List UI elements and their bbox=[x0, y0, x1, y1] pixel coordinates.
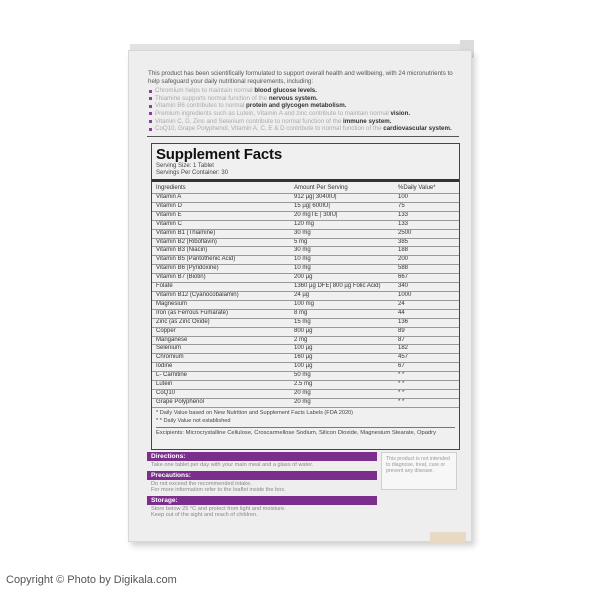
nutrient-name: Lutein bbox=[152, 381, 290, 390]
nutrient-daily-value: 67 bbox=[394, 363, 459, 372]
nutrient-amount: 20 mg bbox=[290, 398, 394, 407]
nutrient-amount: 10 mg bbox=[290, 256, 394, 265]
nutrient-name: Vitamin E bbox=[152, 211, 290, 220]
nutrient-amount: 1360 µg DFE| 800 µg Folic Acid) bbox=[290, 283, 394, 292]
nutrient-daily-value: 457 bbox=[394, 354, 459, 363]
nutrient-daily-value: 136 bbox=[394, 318, 459, 327]
disclaimer-box: This product is not intended to diagnose, treat, cure or prevent any disease. bbox=[381, 452, 457, 490]
nutrient-row bbox=[152, 345, 459, 354]
nutrient-row bbox=[152, 381, 459, 390]
nutrient-amount: 200 µg bbox=[290, 274, 394, 283]
nutrient-name: Vitamin B12 (Cyanocobalamin) bbox=[152, 291, 290, 300]
nutrient-amount: 160 µg bbox=[290, 354, 394, 363]
nutrient-row bbox=[152, 283, 459, 292]
nutrient-table bbox=[152, 184, 459, 408]
nutrient-daily-value: * * bbox=[394, 372, 459, 381]
nutrient-name: Vitamin D bbox=[152, 202, 290, 211]
nutrient-amount: 100 µg bbox=[290, 363, 394, 372]
nutrient-amount: 24 µg bbox=[290, 291, 394, 300]
nutrient-row bbox=[152, 247, 459, 256]
nutrient-row bbox=[152, 318, 459, 327]
nutrient-name: Vitamin C bbox=[152, 220, 290, 229]
benefit-item: CoQ10, Grape Polyphenol, Vitamin A, C, E & D contribute to normal function of the cardiovascular system. bbox=[148, 125, 458, 133]
nutrient-name: Vitamin B7 (Biotin) bbox=[152, 274, 290, 283]
nutrient-daily-value: 1000 bbox=[394, 291, 459, 300]
nutrient-daily-value: 200 bbox=[394, 256, 459, 265]
nutrient-amount: 15 mg bbox=[290, 318, 394, 327]
benefit-item: Vitamin C, D, Zinc and Selenium contribute to normal function of the immune system. bbox=[148, 118, 458, 126]
nutrient-amount: 30 mg bbox=[290, 247, 394, 256]
facts-title: Supplement Facts bbox=[156, 146, 282, 163]
nutrient-name: Iron (as Ferrous Fumarate) bbox=[152, 309, 290, 318]
nutrient-name: Iodine bbox=[152, 363, 290, 372]
benefit-list bbox=[148, 87, 458, 133]
nutrient-amount: 5 mg bbox=[290, 238, 394, 247]
divider bbox=[147, 136, 459, 137]
serving-size: Serving Size: 1 Tablet bbox=[156, 163, 214, 169]
column-header: %Daily Value* bbox=[394, 184, 459, 194]
nutrient-amount: 800 µg bbox=[290, 327, 394, 336]
table-header-row bbox=[152, 184, 459, 194]
nutrient-row bbox=[152, 265, 459, 274]
nutrient-daily-value: 188 bbox=[394, 247, 459, 256]
nutrient-name: Vitamin A bbox=[152, 194, 290, 203]
nutrient-row bbox=[152, 211, 459, 220]
nutrient-name: Selenium bbox=[152, 345, 290, 354]
nutrient-name: L- Carnitine bbox=[152, 372, 290, 381]
nutrient-name: Vitamin B1 (Thiamine) bbox=[152, 229, 290, 238]
benefit-item: Chromium helps to maintain normal blood glucose levels. bbox=[148, 87, 458, 95]
not-established-note: * * Daily Value not established bbox=[156, 418, 231, 425]
nutrient-daily-value: * * bbox=[394, 381, 459, 390]
benefit-item: Thiamine supports normal function of the nervous system. bbox=[148, 95, 458, 103]
box-bottom-tab bbox=[430, 532, 466, 544]
nutrient-row bbox=[152, 220, 459, 229]
nutrient-daily-value: * * bbox=[394, 389, 459, 398]
nutrient-daily-value: 588 bbox=[394, 265, 459, 274]
supplement-facts-panel bbox=[151, 143, 460, 450]
nutrient-daily-value: * * bbox=[394, 398, 459, 407]
column-header: Ingredients bbox=[152, 184, 290, 194]
intro-section bbox=[148, 70, 458, 133]
directions-text: Take one tablet per day with your main meal and a glass of water. bbox=[151, 462, 314, 468]
nutrient-amount: 120 mg bbox=[290, 220, 394, 229]
nutrient-amount: 10 mg bbox=[290, 265, 394, 274]
nutrient-row bbox=[152, 389, 459, 398]
nutrient-name: Manganese bbox=[152, 336, 290, 345]
nutrient-name: Magnesium bbox=[152, 300, 290, 309]
nutrient-name: Folate bbox=[152, 283, 290, 292]
usage-section bbox=[147, 452, 377, 521]
nutrient-daily-value: 89 bbox=[394, 327, 459, 336]
precautions-heading: Precautions: bbox=[147, 471, 377, 480]
nutrient-amount: 15 µg| 600IU| bbox=[290, 202, 394, 211]
storage-heading: Storage: bbox=[147, 496, 377, 505]
nutrient-row bbox=[152, 291, 459, 300]
nutrient-row bbox=[152, 256, 459, 265]
nutrient-daily-value: 44 bbox=[394, 309, 459, 318]
nutrient-row bbox=[152, 274, 459, 283]
benefit-item: Premium ingredients such as Lutein, Vitamin A and zinc contribute to maintain normal vision. bbox=[148, 110, 458, 118]
nutrient-row bbox=[152, 363, 459, 372]
nutrient-amount: 100 mg bbox=[290, 300, 394, 309]
nutrient-daily-value: 24 bbox=[394, 300, 459, 309]
nutrient-amount: 50 mg bbox=[290, 372, 394, 381]
storage-text: Store below 25 °C and protect from light and moisture. Keep out of the sight and reach of children. bbox=[151, 505, 286, 519]
nutrient-daily-value: 340 bbox=[394, 283, 459, 292]
nutrient-row bbox=[152, 194, 459, 203]
nutrient-row bbox=[152, 202, 459, 211]
nutrient-amount: 30 mg bbox=[290, 229, 394, 238]
nutrient-daily-value: 667 bbox=[394, 274, 459, 283]
nutrient-row bbox=[152, 398, 459, 407]
nutrient-daily-value: 75 bbox=[394, 202, 459, 211]
nutrient-name: Zinc (as Zinc Oxide) bbox=[152, 318, 290, 327]
precautions-text: Do not exceed the recommended intake. For more information refer to the leaflet inside the box. bbox=[151, 480, 286, 494]
nutrient-name: CoQ10 bbox=[152, 389, 290, 398]
nutrient-row bbox=[152, 300, 459, 309]
nutrient-amount: 912 µg| 3040IU| bbox=[290, 194, 394, 203]
column-header: Amount Per Serving bbox=[290, 184, 394, 194]
nutrient-row bbox=[152, 354, 459, 363]
nutrient-name: Copper bbox=[152, 327, 290, 336]
nutrient-daily-value: 133 bbox=[394, 220, 459, 229]
nutrient-amount: 2.5 mg bbox=[290, 381, 394, 390]
nutrient-daily-value: 100 bbox=[394, 194, 459, 203]
nutrient-daily-value: 385 bbox=[394, 238, 459, 247]
thick-rule bbox=[152, 179, 459, 182]
nutrient-name: Vitamin B2 (Riboflavin) bbox=[152, 238, 290, 247]
intro-paragraph: This product has been scientifically formulated to support overall health and wellbeing, with 24 micronutrients to help safeguard your daily nutritional requirements, including: bbox=[148, 70, 453, 85]
nutrient-row bbox=[152, 238, 459, 247]
excipients: Excipients: Microcrystalline Cellulose, Croscarmellose Sodium, Silicon Dioxide, Magnesium Stearate, Opadry bbox=[156, 427, 455, 437]
nutrient-name: Vitamin B6 (Pyridoxine) bbox=[152, 265, 290, 274]
nutrient-daily-value: 87 bbox=[394, 336, 459, 345]
photo-credit: Copyright © Photo by Digikala.com bbox=[6, 574, 177, 586]
servings-per-container: Servings Per Container: 30 bbox=[156, 170, 229, 176]
nutrient-daily-value: 133 bbox=[394, 211, 459, 220]
nutrient-daily-value: 182 bbox=[394, 345, 459, 354]
nutrient-row bbox=[152, 327, 459, 336]
nutrient-name: Vitamin B5 (Pantothenic Acid) bbox=[152, 256, 290, 265]
nutrient-amount: 8 mg bbox=[290, 309, 394, 318]
nutrient-row bbox=[152, 336, 459, 345]
benefit-item: Vitamin B6 contributes to normal protein and glycogen metabolism. bbox=[148, 102, 458, 110]
nutrient-amount: 20 mg bbox=[290, 389, 394, 398]
nutrient-row bbox=[152, 309, 459, 318]
nutrient-daily-value: 2500 bbox=[394, 229, 459, 238]
nutrient-row bbox=[152, 229, 459, 238]
nutrient-name: Chromium bbox=[152, 354, 290, 363]
nutrient-rows bbox=[152, 194, 459, 408]
nutrient-name: Grape Polyphenol bbox=[152, 398, 290, 407]
nutrient-amount: 100 µg bbox=[290, 345, 394, 354]
directions-heading: Directions: bbox=[147, 452, 377, 461]
nutrient-name: Vitamin B3 (Niacin) bbox=[152, 247, 290, 256]
nutrient-amount: 20 mgTE | 30IU| bbox=[290, 211, 394, 220]
nutrient-row bbox=[152, 372, 459, 381]
nutrient-amount: 2 mg bbox=[290, 336, 394, 345]
daily-value-note: * Daily Value based on New Nutrition and Supplement Facts Labels (FDA 2020) bbox=[156, 409, 354, 416]
